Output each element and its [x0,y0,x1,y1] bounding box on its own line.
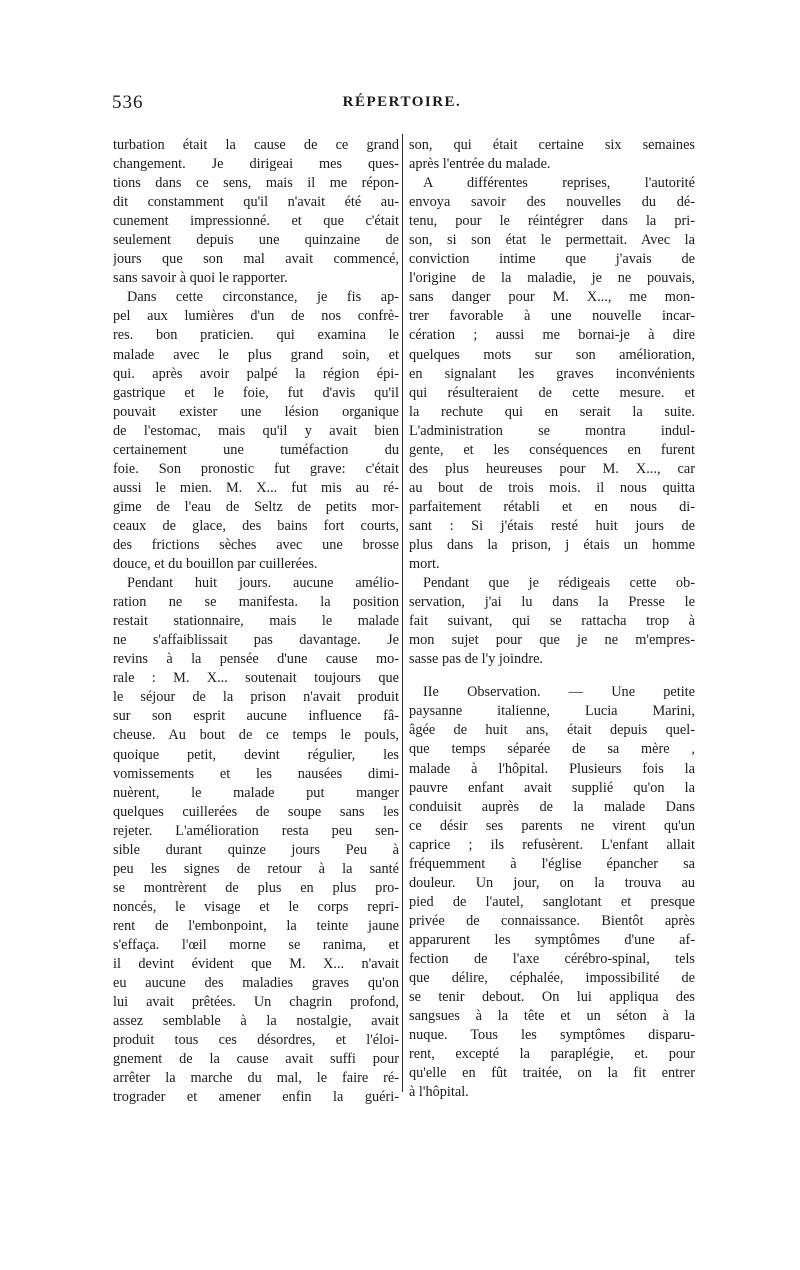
text-line: foie. Son pronostic fut grave: c'était [113,460,399,477]
text-line: des frictions sèches avec une brosse [113,536,399,553]
text-line: turbation était la cause de ce grand [113,137,399,153]
text-line: nuque. Tous les symptômes disparu- [409,1027,695,1044]
running-title: RÉPERTOIRE. [342,94,462,110]
text-line: gente, et les conséquences en furent [409,441,695,458]
text-line: servation, j'ai lu dans la Presse le [409,594,695,611]
text-line: se montrèrent de plus en plus pro- [113,879,399,896]
text-line: L'administration se montra indul- [409,422,695,439]
text-line: ceaux de glace, des bains fort courts, [113,517,399,534]
text-line: que délire, céphalée, impossibilité de [409,970,695,987]
text-line: caprice ; ils refusèrent. L'enfant allait [409,836,695,853]
text-line: revins à la pensée d'une cause mo- [113,651,399,668]
text-line: quelques mots sur son amélioration, [409,346,695,363]
text-line: trograder et amener enfin la guéri- [113,1089,399,1106]
text-line: la rechute qui en serait la suite. [409,403,695,420]
column-divider [402,134,403,1092]
text-line: parfaitement rétabli et en nous di- [409,498,695,515]
text-line: Pendant que je rédigeais cette ob- [423,575,695,592]
text-line: sible durant quinze jours Peu à [113,841,399,858]
text-line: ration ne se manifesta. la position [113,594,399,611]
text-line: sant : Si j'étais resté huit jours de [409,517,695,534]
text-line: quoique petit, devint régulier, les [113,746,399,763]
right-column [409,136,695,1102]
text-line: vomissements et les nausées dimi- [113,765,399,782]
text-line: lui avait prêtées. Un chagrin profond, [113,994,399,1011]
text-line: peu les signes de retour à la santé [113,860,399,877]
text-line: il devint évident que M. X... n'avait [113,956,399,973]
text-line: plus dans la prison, j étais un homme [409,536,695,553]
text-line: ce désir ses parents ne virent qu'un [409,817,695,834]
text-line: cunement impressionné. et que c'était [113,213,399,230]
text-line: gnement de la cause avait suffi pour [113,1051,399,1068]
text-line: IIe Observation. — Une petite [423,684,695,701]
text-line: A différentes reprises, l'autorité [423,175,695,192]
text-line: gastrique et le foie, fut d'avis qu'il [113,384,399,401]
text-line: eu aucune des maladies graves qu'on [113,975,399,992]
text-line: rent, excepté la paraplégie, et. pour [409,1046,695,1063]
text-line: se tenir debout. On lui appliqua des [409,989,695,1006]
text-line: produit tous ces désordres, et l'éloi- [113,1032,399,1049]
text-line: Pendant huit jours. aucune amélio- [127,575,399,592]
text-line: pauvre enfant avait supplié qu'on la [409,779,695,796]
text-line: douce, et du bouillon par cuillerées. [113,556,318,573]
text-line: qu'elle en fût traitée, on la fit entrer [409,1065,695,1082]
text-line: sangsues à la tête et un séton à la [409,1008,695,1025]
running-head [112,92,692,116]
text-line: certainement une tuméfaction du [113,441,399,458]
text-line: le séjour de la prison n'avait produit [113,689,399,706]
text-line: malade à l'hôpital. Plusieurs fois la [409,760,695,777]
text-line: gime de l'eau de Seltz de petits mor- [113,498,399,515]
text-line: sasse pas de l'y joindre. [409,651,543,668]
text-line: âgée de huit ans, était depuis quel- [409,722,695,739]
text-line: quelques cuillerées de soupe sans les [113,803,399,820]
text-line: paysanne italienne, Lucia Marini, [409,703,695,720]
text-line: mon sujet pour que je ne m'empres- [409,632,695,649]
text-line: qui. après avoir palpé la région épi- [113,365,399,382]
text-line: fréquemment à l'église épancher sa [409,855,695,872]
text-line: qui résulteraient de cette mesure. et [409,384,695,401]
text-line: conviction intime que j'avais de [409,251,695,268]
text-line: pel aux lumières d'un de nos confrè- [113,308,399,325]
text-line: pouvait exister une lésion organique [113,403,399,420]
text-line: fection de l'axe cérébro-spinal, tels [409,950,695,967]
text-line: rejeter. L'amélioration resta peu sen- [113,822,399,839]
text-line: des plus heureuses pour M. X..., car [409,460,695,477]
page-number: 536 [112,92,144,113]
text-line: changement. Je dirigeai mes ques- [113,156,399,173]
text-line: sans savoir à quoi le rapporter. [113,270,288,287]
text-line: apparurent les symptômes d'une af- [409,931,695,948]
text-line: tions dans ce sens, mais il me répon- [113,175,399,192]
text-line: fait suivant, qui se rattacha trop à [409,613,695,630]
text-line: rent de l'embonpoint, la teinte jaune [113,917,399,934]
text-line: son, qui était certaine six semaines [409,137,695,153]
text-line: cération ; aussi me bornai-je à dire [409,327,695,344]
text-line: privée de connaissance. Bientôt après [409,912,695,929]
text-line: arrêter la marche du mal, le faire ré- [113,1070,399,1087]
text-line: à l'hôpital. [409,1084,469,1101]
text-line: seulement depuis une quinzaine de [113,232,399,249]
text-line: nuèrent, le malade put manger [113,784,399,801]
text-line: assez semblable à la nostalgie, avait [113,1013,399,1030]
text-line: après l'entrée du malade. [409,156,551,173]
text-line: cheuse. Au bout de ce temps le pouls, [113,727,399,744]
text-line: l'origine de la maladie, je ne pouvais, [409,270,695,287]
text-line: envoya savoir des nouvelles du dé- [409,194,695,211]
text-line: en signalant les graves inconvénients [409,365,695,382]
text-line: son, si son état le permettait. Avec la [409,232,695,249]
text-line: mort. [409,556,440,573]
text-line: noncés, le visage et le corps repri- [113,898,399,915]
left-column [113,136,399,1107]
text-line: s'effaça. l'œil morne se ranima, et [113,936,399,953]
text-line: que temps séparée de sa mère , [409,741,695,758]
text-line: dit constamment qu'il n'avait été au- [113,194,399,211]
text-line: conduisit auprès de la malade Dans [409,798,695,815]
text-line: aussi le mien. M. X... fut mis au ré- [113,479,399,496]
text-line: ne s'affaiblissait pas davantage. Je [113,632,399,649]
text-line: sur son esprit aucune influence fâ- [113,708,399,725]
text-line: jours que son mal avait commencé, [113,251,399,268]
text-line: tenu, pour le réintégrer dans la pri- [409,213,695,230]
text-line: de l'estomac, mais qu'il y avait bien [113,422,399,439]
text-line: douleur. Un jour, on la trouva au [409,874,695,891]
text-line: au bout de trois mois. il nous quitta [409,479,695,496]
text-line: pied de l'autel, sanglotant et presque [409,893,695,910]
text-line: sans danger pour M. X..., me mon- [409,289,695,306]
text-line: rale : M. X... soutenait toujours que [113,670,399,687]
text-line: Dans cette circonstance, je fis ap- [127,289,399,306]
paragraph-gap [409,669,695,683]
text-line: trer favorable à une nouvelle incar- [409,308,695,325]
text-line: restait stationnaire, mais le malade [113,613,399,630]
text-line: res. bon praticien. qui examina le [113,327,399,344]
text-line: malade avec le plus grand soin, et [113,346,399,363]
